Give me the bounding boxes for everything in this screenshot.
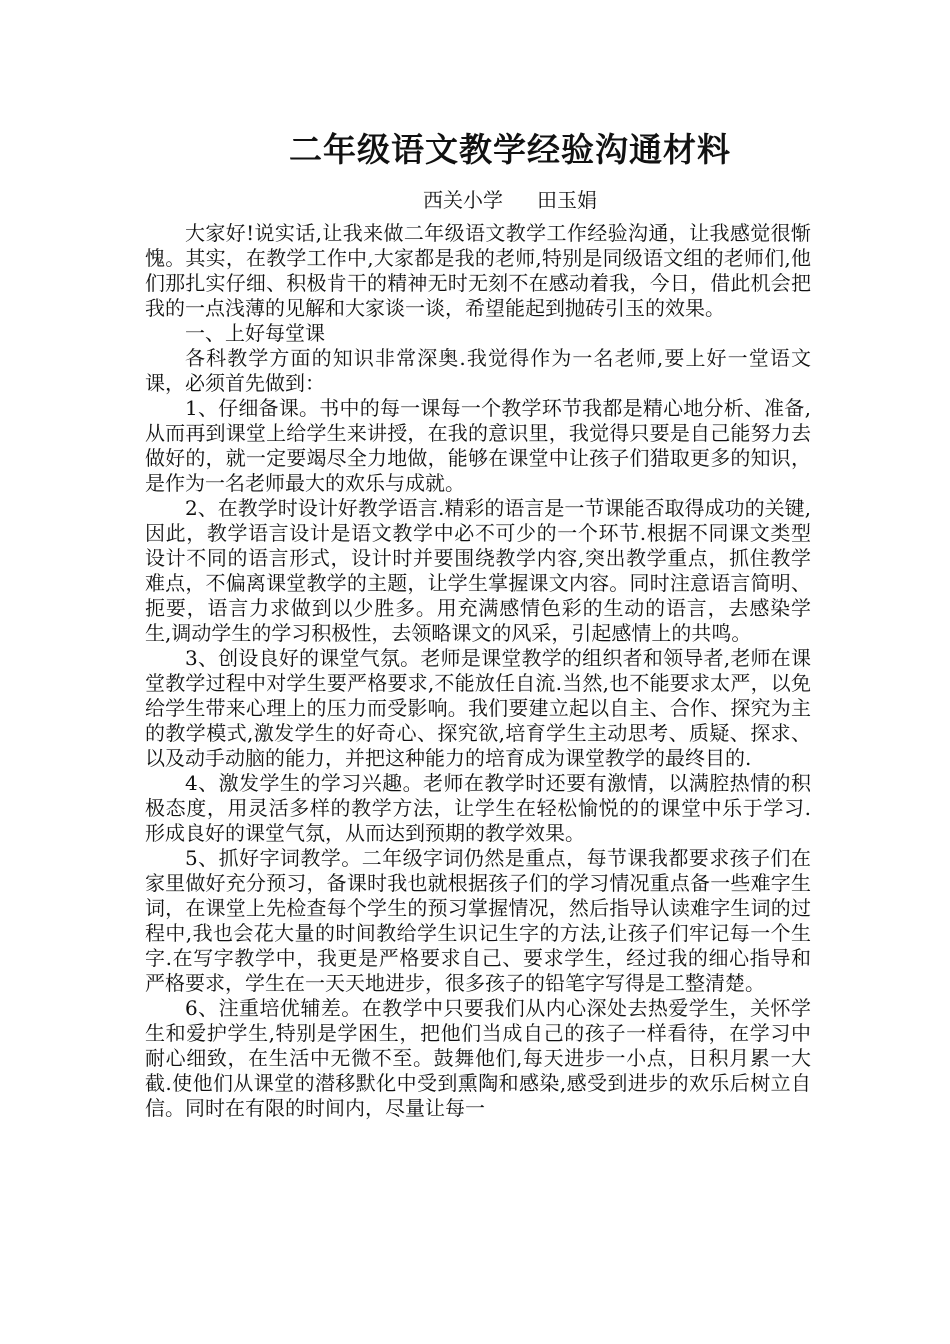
document-title: 二年级语文教学经验沟通材料 [289,130,731,169]
paragraph-point-4: 4、激发学生的学习兴趣。老师在教学时还要有激情，以满腔热情的积极态度，用灵活多样的教学方法，让学生在轻松愉悦的的课堂中乐于学习.形成良好的课堂气氛，从而达到预期的教学效果。 [145,771,811,845]
author-name: 田玉娟 [537,188,597,212]
school-name: 西关小学 [423,188,503,212]
paragraph-point-3: 3、创设良好的课堂气氛。老师是课堂教学的组织者和领导者,老师在课堂教学过程中对学生要严格要求,不能放任自流.当然,也不能要求太严，以免给学生带来心理上的压力而受影响。我们要建立起以自主、合作、探究为主的教学模式,激发学生的好奇心、探究欲,培育学生主动思考、质疑、探求、以及动手动脑的能力，并把这种能力的培育成为课堂教学的最终目的. [145,646,811,770]
paragraph-point-5: 5、抓好字词教学。二年级字词仍然是重点，每节课我都要求孩子们在家里做好充分预习，备课时我也就根据孩子们的学习情况重点备一些难字生词，在课堂上先检查每个学生的预习掌握情况，然后指导认读难字生词的过程中,我也会花大量的时间教给学生识记生字的方法,让孩子们牢记每一个生字.在写字教学中，我更是严格要求自己、要求学生，经过我的细心指导和严格要求，学生在一天天地进步，很多孩子的铅笔字写得是工整清楚。 [145,846,811,995]
section-heading: 一、上好每堂课 [185,321,325,345]
paragraph-point-1: 1、仔细备课。书中的每一课每一个教学环节我都是精心地分析、准备,从而再到课堂上给学生来讲授，在我的意识里，我觉得只要是自己能努力去做好的，就一定要竭尽全力地做，能够在课堂中让孩子们猎取更多的知识，是作为一名老师最大的欢乐与成就。 [145,396,811,495]
document-body [145,221,811,1121]
paragraph-point-6: 6、注重培优辅差。在教学中只要我们从内心深处去热爱学生，关怀学生和爱护学生,特别是学困生，把他们当成自己的孩子一样看待，在学习中耐心细致，在生活中无微不至。鼓舞他们,每天进步一小点，日积月累一大截.使他们从课堂的潜移默化中受到熏陶和感染,感受到进步的欢乐后树立自信。同时在有限的时间内，尽量让每一 [145,996,811,1120]
paragraph-intro: 大家好!说实话,让我来做二年级语文教学工作经验沟通，让我感觉很惭愧。其实，在教学工作中,大家都是我的老师,特别是同级语文组的老师们,他们那扎实仔细、积极肯干的精神无时无刻不在感动着我，今日，借此机会把我的一点浅薄的见解和大家谈一谈，希望能起到抛砖引玉的效果。 [145,221,811,320]
byline [145,186,875,214]
paragraph-point-2: 2、在教学时设计好教学语言.精彩的语言是一节课能否取得成功的关键,因此，教学语言设计是语文教学中必不可少的一个环节.根据不同课文类型设计不同的语言形式，设计时并要围绕教学内容,突出教学重点，抓住教学难点，不偏离课堂教学的主题，让学生掌握课文内容。同时注意语言简明、扼要，语言力求做到以少胜多。用充满感情色彩的生动的语言，去感染学生,调动学生的学习积极性，去领略课文的风采，引起感情上的共鸣。 [145,496,811,645]
paragraph-section-intro: 各科教学方面的知识非常深奥.我觉得作为一名老师,要上好一堂语文课，必须首先做到： [145,346,811,395]
